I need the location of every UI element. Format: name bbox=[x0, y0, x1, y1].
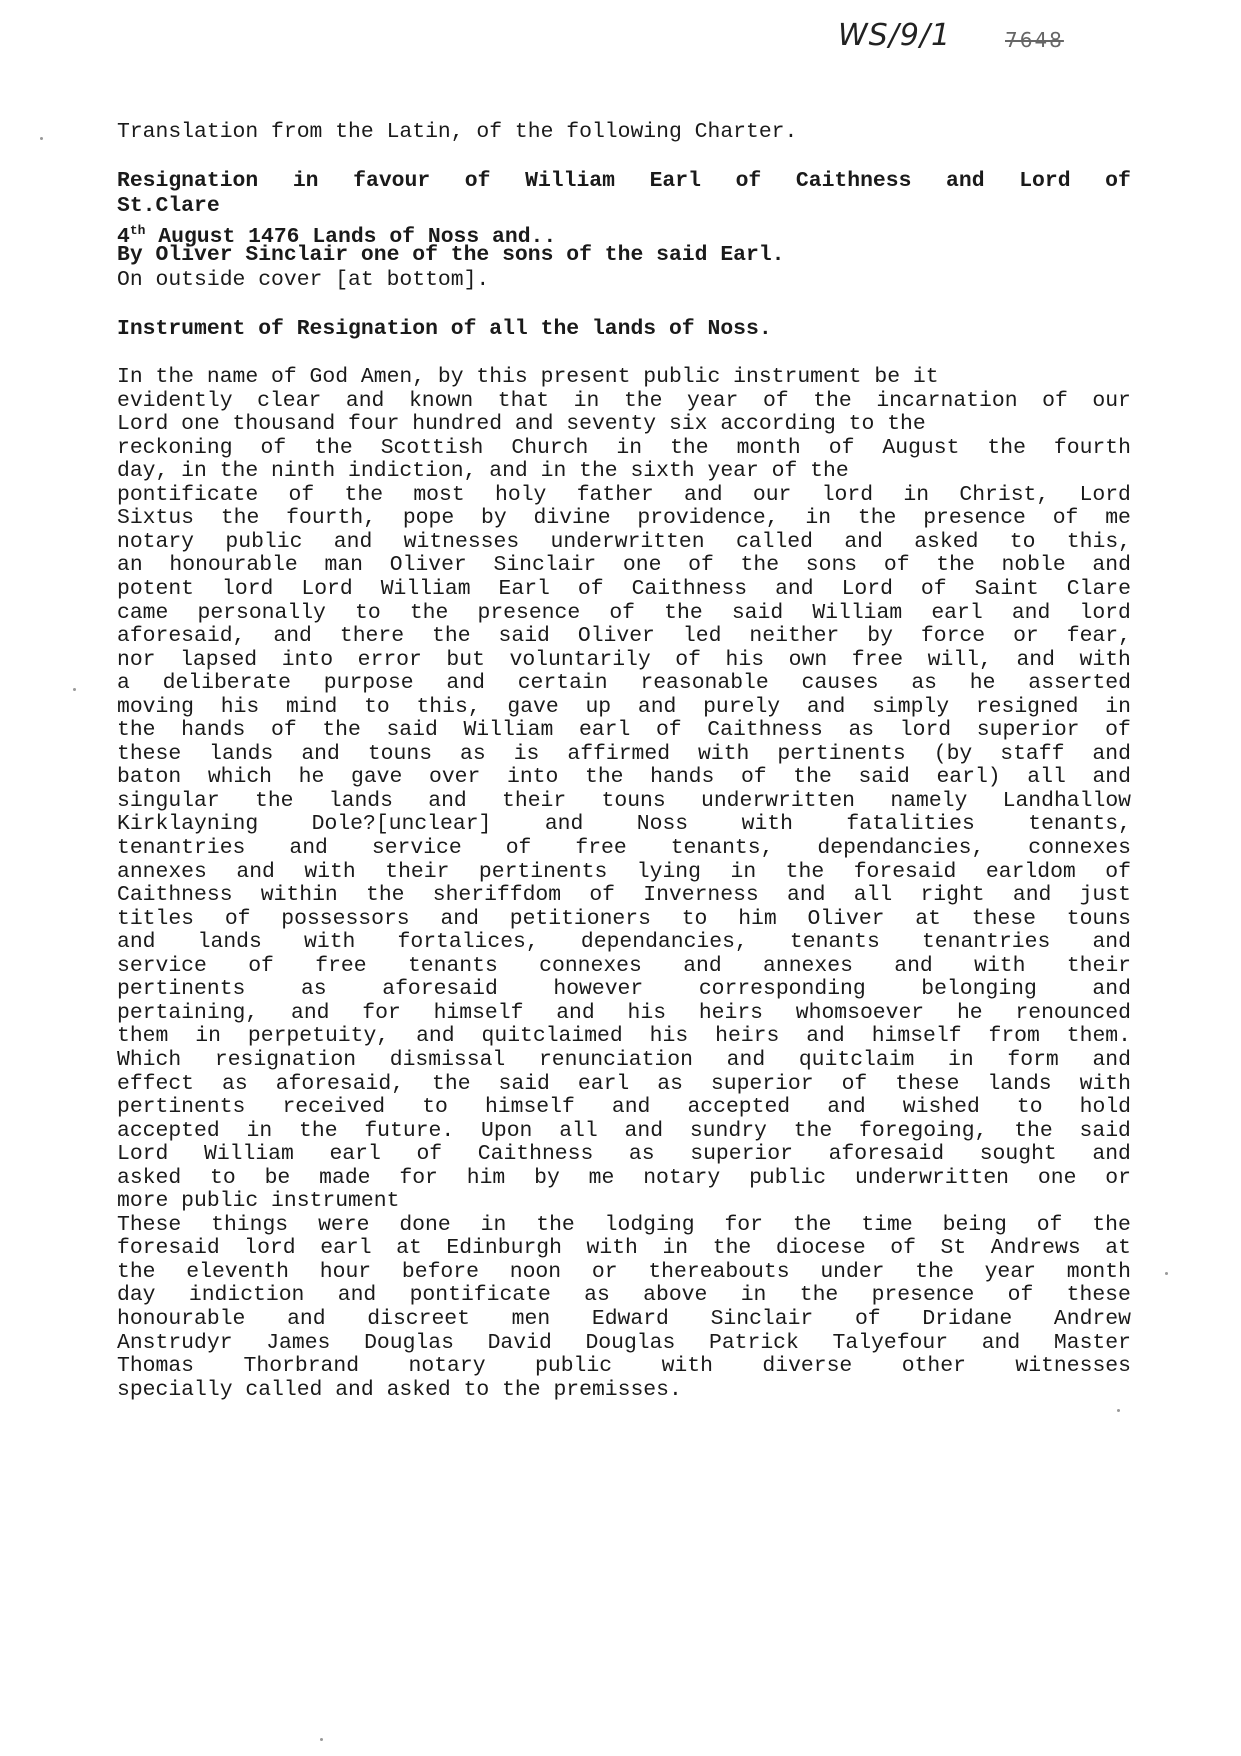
body-line: these lands and touns as is affirmed with pertinents (by staff and bbox=[117, 741, 1131, 766]
body-line: them in perpetuity, and quitclaimed his heirs and himself from them. bbox=[117, 1024, 1131, 1049]
body-line: Thomas Thorbrand notary public with diverse other witnesses bbox=[117, 1354, 1131, 1379]
body-line: annexes and with their pertinents lying in the foresaid earldom of bbox=[117, 859, 1131, 884]
body-line: Kirklayning Dole?[unclear] and Noss with fatalities tenants, bbox=[117, 812, 1131, 837]
title-line-4: By Oliver Sinclair one of the sons of the said Earl. bbox=[117, 243, 785, 267]
body-line: came personally to the presence of the said William earl and lord bbox=[117, 600, 1131, 625]
body-line: titles of possessors and petitioners to him Oliver at these touns bbox=[117, 906, 1131, 931]
body-line: nor lapsed into error but voluntarily of his own free will, and with bbox=[117, 647, 1131, 672]
body-line: Caithness within the sheriffdom of Inverness and all right and just bbox=[117, 883, 1131, 908]
body-line: Anstrudyr James Douglas David Douglas Patrick Talyefour and Master bbox=[117, 1330, 1131, 1355]
body-line: reckoning of the Scottish Church in the month of August the fourth bbox=[117, 435, 1131, 460]
body-line: pertaining, and for himself and his heirs whomsoever he renounced bbox=[117, 1000, 1131, 1025]
body-line: accepted in the future. Upon all and sundry the foregoing, the said bbox=[117, 1118, 1131, 1143]
body-line: pontificate of the most holy father and our lord in Christ, Lord bbox=[117, 482, 1131, 507]
scan-speck bbox=[73, 688, 76, 691]
body-line: pertinents as aforesaid however corresponding belonging and bbox=[117, 977, 1131, 1002]
body-line: an honourable man Oliver Sinclair one of the sons of the noble and bbox=[117, 553, 1131, 578]
body-line: the eleventh hour before noon or thereabouts under the year month bbox=[117, 1259, 1131, 1284]
body-line: Sixtus the fourth, pope by divine providence, in the presence of me bbox=[117, 506, 1131, 531]
body-line: service of free tenants connexes and annexes and with their bbox=[117, 953, 1131, 978]
body-line: Lord one thousand four hundred and seventy six according to the bbox=[117, 412, 926, 437]
body-line: a deliberate purpose and certain reasonable causes as he asserted bbox=[117, 671, 1131, 696]
instrument-heading: Instrument of Resignation of all the lands of Noss. bbox=[117, 317, 772, 341]
body-line: day indiction and pontificate as above in the presence of these bbox=[117, 1283, 1131, 1308]
body-line: moving his mind to this, gave up and purely and simply resigned in bbox=[117, 694, 1131, 719]
body-line: effect as aforesaid, the said earl as superior of these lands with bbox=[117, 1071, 1131, 1096]
intro-line: Translation from the Latin, of the following Charter. bbox=[117, 120, 798, 144]
body-line: In the name of God Amen, by this present public instrument be it bbox=[117, 365, 939, 389]
body-line: tenantries and service of free tenants, dependancies, connexes bbox=[117, 836, 1131, 860]
body-line: notary public and witnesses underwritten called and asked to this, bbox=[117, 529, 1131, 554]
scan-speck bbox=[40, 137, 43, 140]
body-line: and lands with fortalices, dependancies, tenants tenantries and bbox=[117, 930, 1131, 955]
date-suffix: th bbox=[129, 223, 146, 238]
body-line: baton which he gave over into the hands of the said earl) all and bbox=[117, 765, 1131, 790]
body-line: pertinents received to himself and accepted and wished to hold bbox=[117, 1095, 1131, 1120]
body-line: more public instrument bbox=[117, 1189, 400, 1214]
body-line: singular the lands and their touns underwritten namely Landhallow bbox=[117, 788, 1131, 813]
body-line: honourable and discreet men Edward Sinclair of Dridane Andrew bbox=[117, 1307, 1131, 1331]
body-line: aforesaid, and there the said Oliver led neither by force or fear, bbox=[117, 624, 1131, 649]
body-line: evidently clear and known that in the year of the incarnation of our bbox=[117, 388, 1131, 413]
title-line-1: Resignation in favour of William Earl of Caithness and Lord of bbox=[117, 169, 1131, 193]
archive-reference: WS/9/1 bbox=[838, 18, 952, 53]
scan-speck bbox=[320, 1738, 323, 1741]
body-line: the hands of the said William earl of Caithness as lord superior of bbox=[117, 718, 1131, 743]
date-rest: August 1476 Lands of Noss and.. bbox=[145, 225, 557, 250]
body-line: foresaid lord earl at Edinburgh with in the diocese of St Andrews at bbox=[117, 1236, 1131, 1261]
title-line-5: On outside cover [at bottom]. bbox=[117, 268, 490, 292]
body-line: potent lord Lord William Earl of Caithness and Lord of Saint Clare bbox=[117, 576, 1131, 601]
date-day: 4 bbox=[117, 225, 130, 250]
body-line: day, in the ninth indiction, and in the sixth year of the bbox=[117, 459, 849, 484]
title-line-2: St.Clare bbox=[117, 194, 220, 218]
body-line: Lord William earl of Caithness as superior aforesaid sought and bbox=[117, 1142, 1131, 1167]
body-line: Which resignation dismissal renunciation and quitclaim in form and bbox=[117, 1047, 1131, 1072]
body-line: specially called and asked to the premisses. bbox=[117, 1377, 682, 1402]
scan-speck bbox=[1117, 1409, 1120, 1412]
scan-speck bbox=[1165, 1272, 1168, 1275]
body-line: asked to be made for him by me notary public underwritten one or bbox=[117, 1165, 1131, 1190]
struck-reference: 7648 bbox=[1005, 28, 1064, 52]
body-line: These things were done in the lodging for the time being of the bbox=[117, 1212, 1131, 1237]
